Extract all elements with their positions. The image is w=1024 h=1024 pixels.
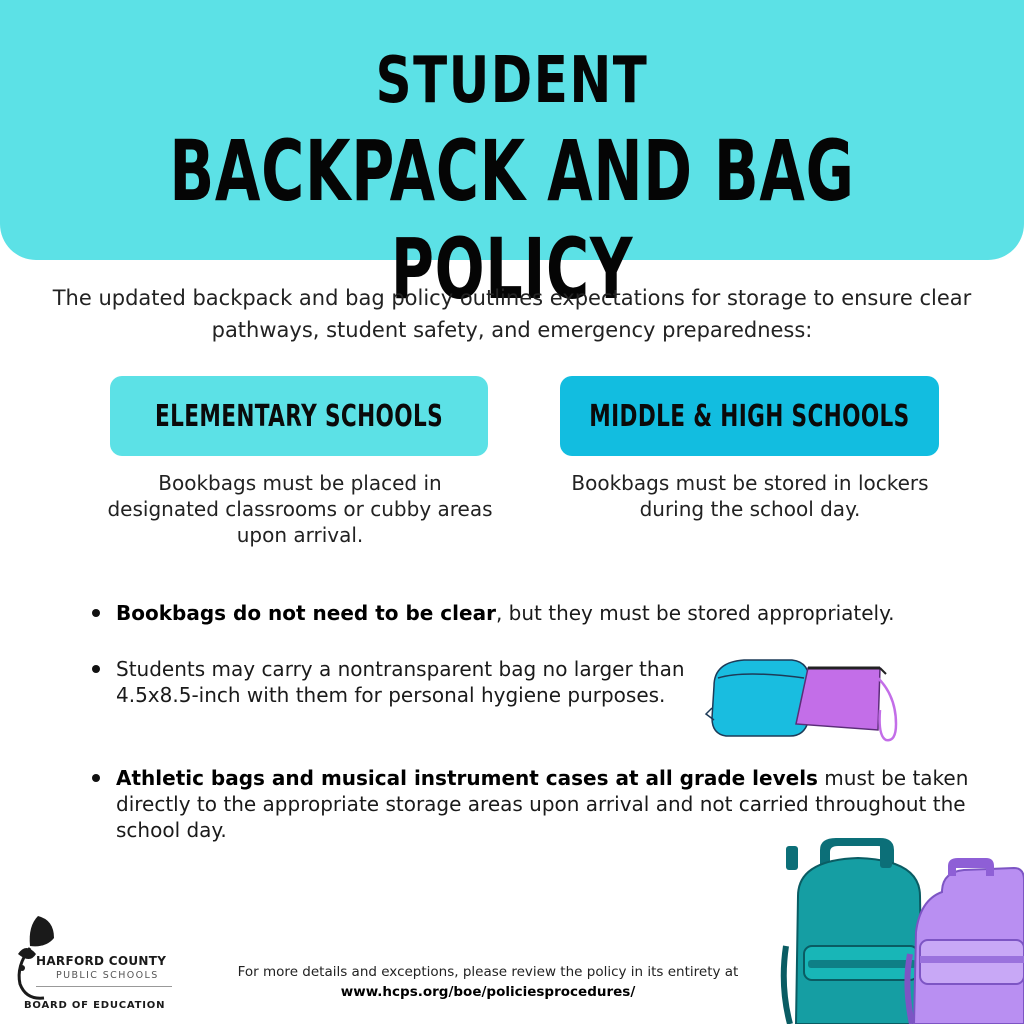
bullet-dot bbox=[92, 609, 100, 617]
logo-name: HARFORD COUNTY bbox=[36, 954, 167, 968]
title-line-2: BACKPACK AND BAG POLICY bbox=[169, 122, 855, 318]
elementary-schools-label: ELEMENTARY SCHOOLS bbox=[155, 398, 443, 434]
bullet-bold: Bookbags do not need to be clear bbox=[116, 601, 496, 625]
bullet-rest: must be taken directly to the appropriate storage areas upon arrival and not carried throughout the school day. bbox=[116, 766, 969, 842]
intro-text: The updated backpack and bag policy outlines expectations for storage to ensure clear pathways, student safety, and emergency preparedness: bbox=[52, 286, 972, 342]
logo-divider bbox=[36, 986, 172, 987]
teal-backpack-icon bbox=[784, 838, 922, 1024]
middle-high-schools-box bbox=[560, 376, 939, 456]
footer-note bbox=[200, 962, 776, 1002]
bullet-text bbox=[116, 765, 992, 843]
logo-board: BOARD OF EDUCATION bbox=[24, 1000, 166, 1011]
footer-url-link[interactable]: www.hcps.org/boe/policiesprocedures/ bbox=[340, 984, 636, 1000]
bullet-text bbox=[116, 600, 894, 626]
bullet-rest: , but they must be stored appropriately. bbox=[495, 601, 895, 625]
elementary-schools-box bbox=[110, 376, 488, 456]
pouches-icon bbox=[704, 650, 910, 746]
footer-text: For more details and exceptions, please review the policy in its entirety at bbox=[237, 964, 739, 980]
bullet-bold: Athletic bags and musical instrument cases at all grade levels bbox=[116, 766, 818, 790]
bullet-text bbox=[116, 656, 712, 708]
title-line-1: STUDENT bbox=[375, 44, 649, 118]
middle-high-schools-label: MIDDLE & HIGH SCHOOLS bbox=[589, 398, 910, 434]
elementary-schools-description: Bookbags must be placed in designated classrooms or cubby areas upon arrival. bbox=[107, 471, 493, 547]
logo-subtitle: PUBLIC SCHOOLS bbox=[56, 970, 159, 981]
bullet-rest: Students may carry a nontransparent bag no larger than 4.5x8.5-inch with them for personal hygiene purposes. bbox=[116, 657, 685, 707]
bullet-dot bbox=[92, 665, 100, 673]
backpacks-icon bbox=[780, 836, 1024, 1024]
middle-high-schools-description: Bookbags must be stored in lockers during the school day. bbox=[571, 471, 929, 521]
purple-backpack-icon bbox=[907, 858, 1024, 1024]
bullet-dot bbox=[92, 774, 100, 782]
